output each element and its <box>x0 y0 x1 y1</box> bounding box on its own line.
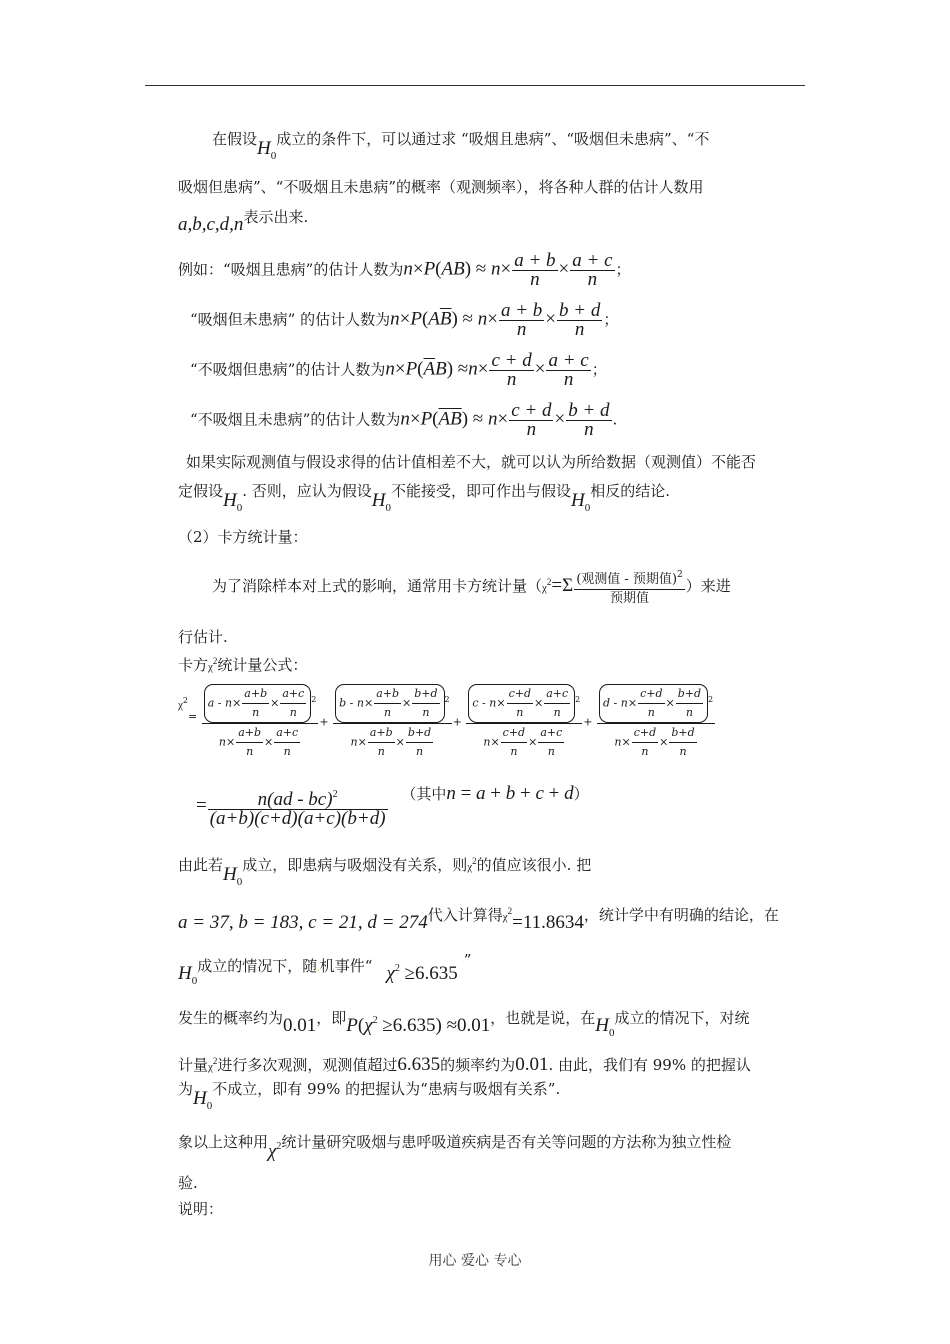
page-footer: 用心 爱心 专心 <box>428 1253 522 1269</box>
section2-title: （2）卡方统计量： <box>178 528 308 546</box>
chi-square-intro: 为了消除样本对上式的影响，通常用卡方统计量（$\chi^2=\Sigma$ $\frac{(观测值 - 预期值)^2}{\text{预期值}}$ ）来进 <box>212 566 731 608</box>
para1-line3: a,b,c,d,n表示出来. <box>178 208 309 235</box>
para3-line8: 验. <box>178 1174 198 1192</box>
para3-line1: 由此若$H_0$成立，即患病与吸烟没有关系，则$\chi^2$的值应该很小. 把 <box>178 856 592 888</box>
chi-square-expanded-formula: $\chi^2=$ a - n× $\frac{a+b}{n}\times$ $\frac{a+c}{n} ^2$ n× $\frac{a+b}{n}\times$ $\frac{a+c}{n}$ + b - n× $\frac{a+b}{n}\times$ $\frac{b+d}{n} ^2$ n× $\frac{a+b}{n}\times$ $\frac{b+d}{n}$ + c - n× $\frac{c+d}{n}\times$ $\frac{a+c}{n} ^2$ n× $\frac{c+d}{n}\times$ $\frac{a+c}{n}$ + d - n× $\frac{c+d}{n}\times$ $\frac{b+d}{n} ^2$ n× $\frac{c+d}{n}\times$ $\frac{b+d}{n}$ <box>178 684 716 761</box>
para3-line2: a = 37, b = 183, c = 21, d = 274代入计算得$\chi^2=11.8634$，统计学中有明确的结论，在 <box>178 906 779 933</box>
example-2: “吸烟但未患病” 的估计人数为$n\times P(A\overline{B}) \approx n\times$ $\frac{a + b}{n}$ × $\frac{b + d}{n}$ ； <box>190 300 619 340</box>
chi-square-intro-cont: 行估计. <box>178 628 228 646</box>
example-1: 例如：“吸烟且患病”的估计人数为n×P(AB) ≈ n× $\frac{a + b}{n}$ × $\frac{a + c}{n}$ ； <box>178 250 631 290</box>
para3-line9: 说明： <box>178 1200 224 1218</box>
example-4: “不吸烟且未患病”的估计人数为$n\times P(\overline{AB}) \approx n\times$ $\frac{c + d}{n}$ × $\frac{b + d}{n}$ . <box>190 400 618 440</box>
para1-line2: 吸烟但患病”、“不吸烟且未患病”的概率（观测频率），将各种人群的估计人数用 <box>178 178 704 196</box>
para1-line1: 在假设$H_0$成立的条件下，可以通过求 “吸烟且患病”、“吸烟但未患病”、“不 <box>212 130 710 162</box>
para3-line4: 发生的概率约为0.01，即$P(\chi^2 \ge 6.635) \approx 0.01$，也就是说，在$H_0$成立的情况下，对统 <box>178 1009 750 1039</box>
para3-line3: $H_0$成立的情况下，随.机事件“ $\chi^2 \ge 6.635$” <box>178 951 472 987</box>
formula-label: 卡方$\chi^2$统计量公式： <box>178 656 308 674</box>
para3-line5: 计量$\chi^2$进行多次观测，观测值超过6.635的频率约为0.01. 由此，我们有 99% 的把握认 <box>178 1054 751 1075</box>
para3-line7: 象以上这种用$\chi^2$统计量研究吸烟与患呼吸道疾病是否有关等问题的方法称为独立性检 <box>178 1133 732 1162</box>
h0-symbol: $H_0$ <box>257 138 277 162</box>
para2-line1: 如果实际观测值与假设求得的估计值相差不大，就可以认为所给数据（观测值）不能否 <box>186 453 757 471</box>
chi-square-simplified-formula: = $\frac{n(ad - bc)^2}{(a+b)(c+d)(a+c)(b+d)}$ （其中n = a + b + c + d） <box>196 783 589 829</box>
header-rule <box>145 85 805 86</box>
example-3: “不吸烟但患病”的估计人数为$n\times P(\overline{A}B) \approx n\times$ $\frac{c + d}{n}$ × $\frac{a + c}{n}$ ； <box>190 350 607 390</box>
para2-line2: 定假设$H_0$. 否则，应认为假设$H_0$不能接受，即可作出与假设$H_0$相反的结论. <box>178 482 671 514</box>
para3-line6: 为$H_0$不成立，即有 99% 的把握认为“患病与吸烟有关系”. <box>178 1080 561 1112</box>
